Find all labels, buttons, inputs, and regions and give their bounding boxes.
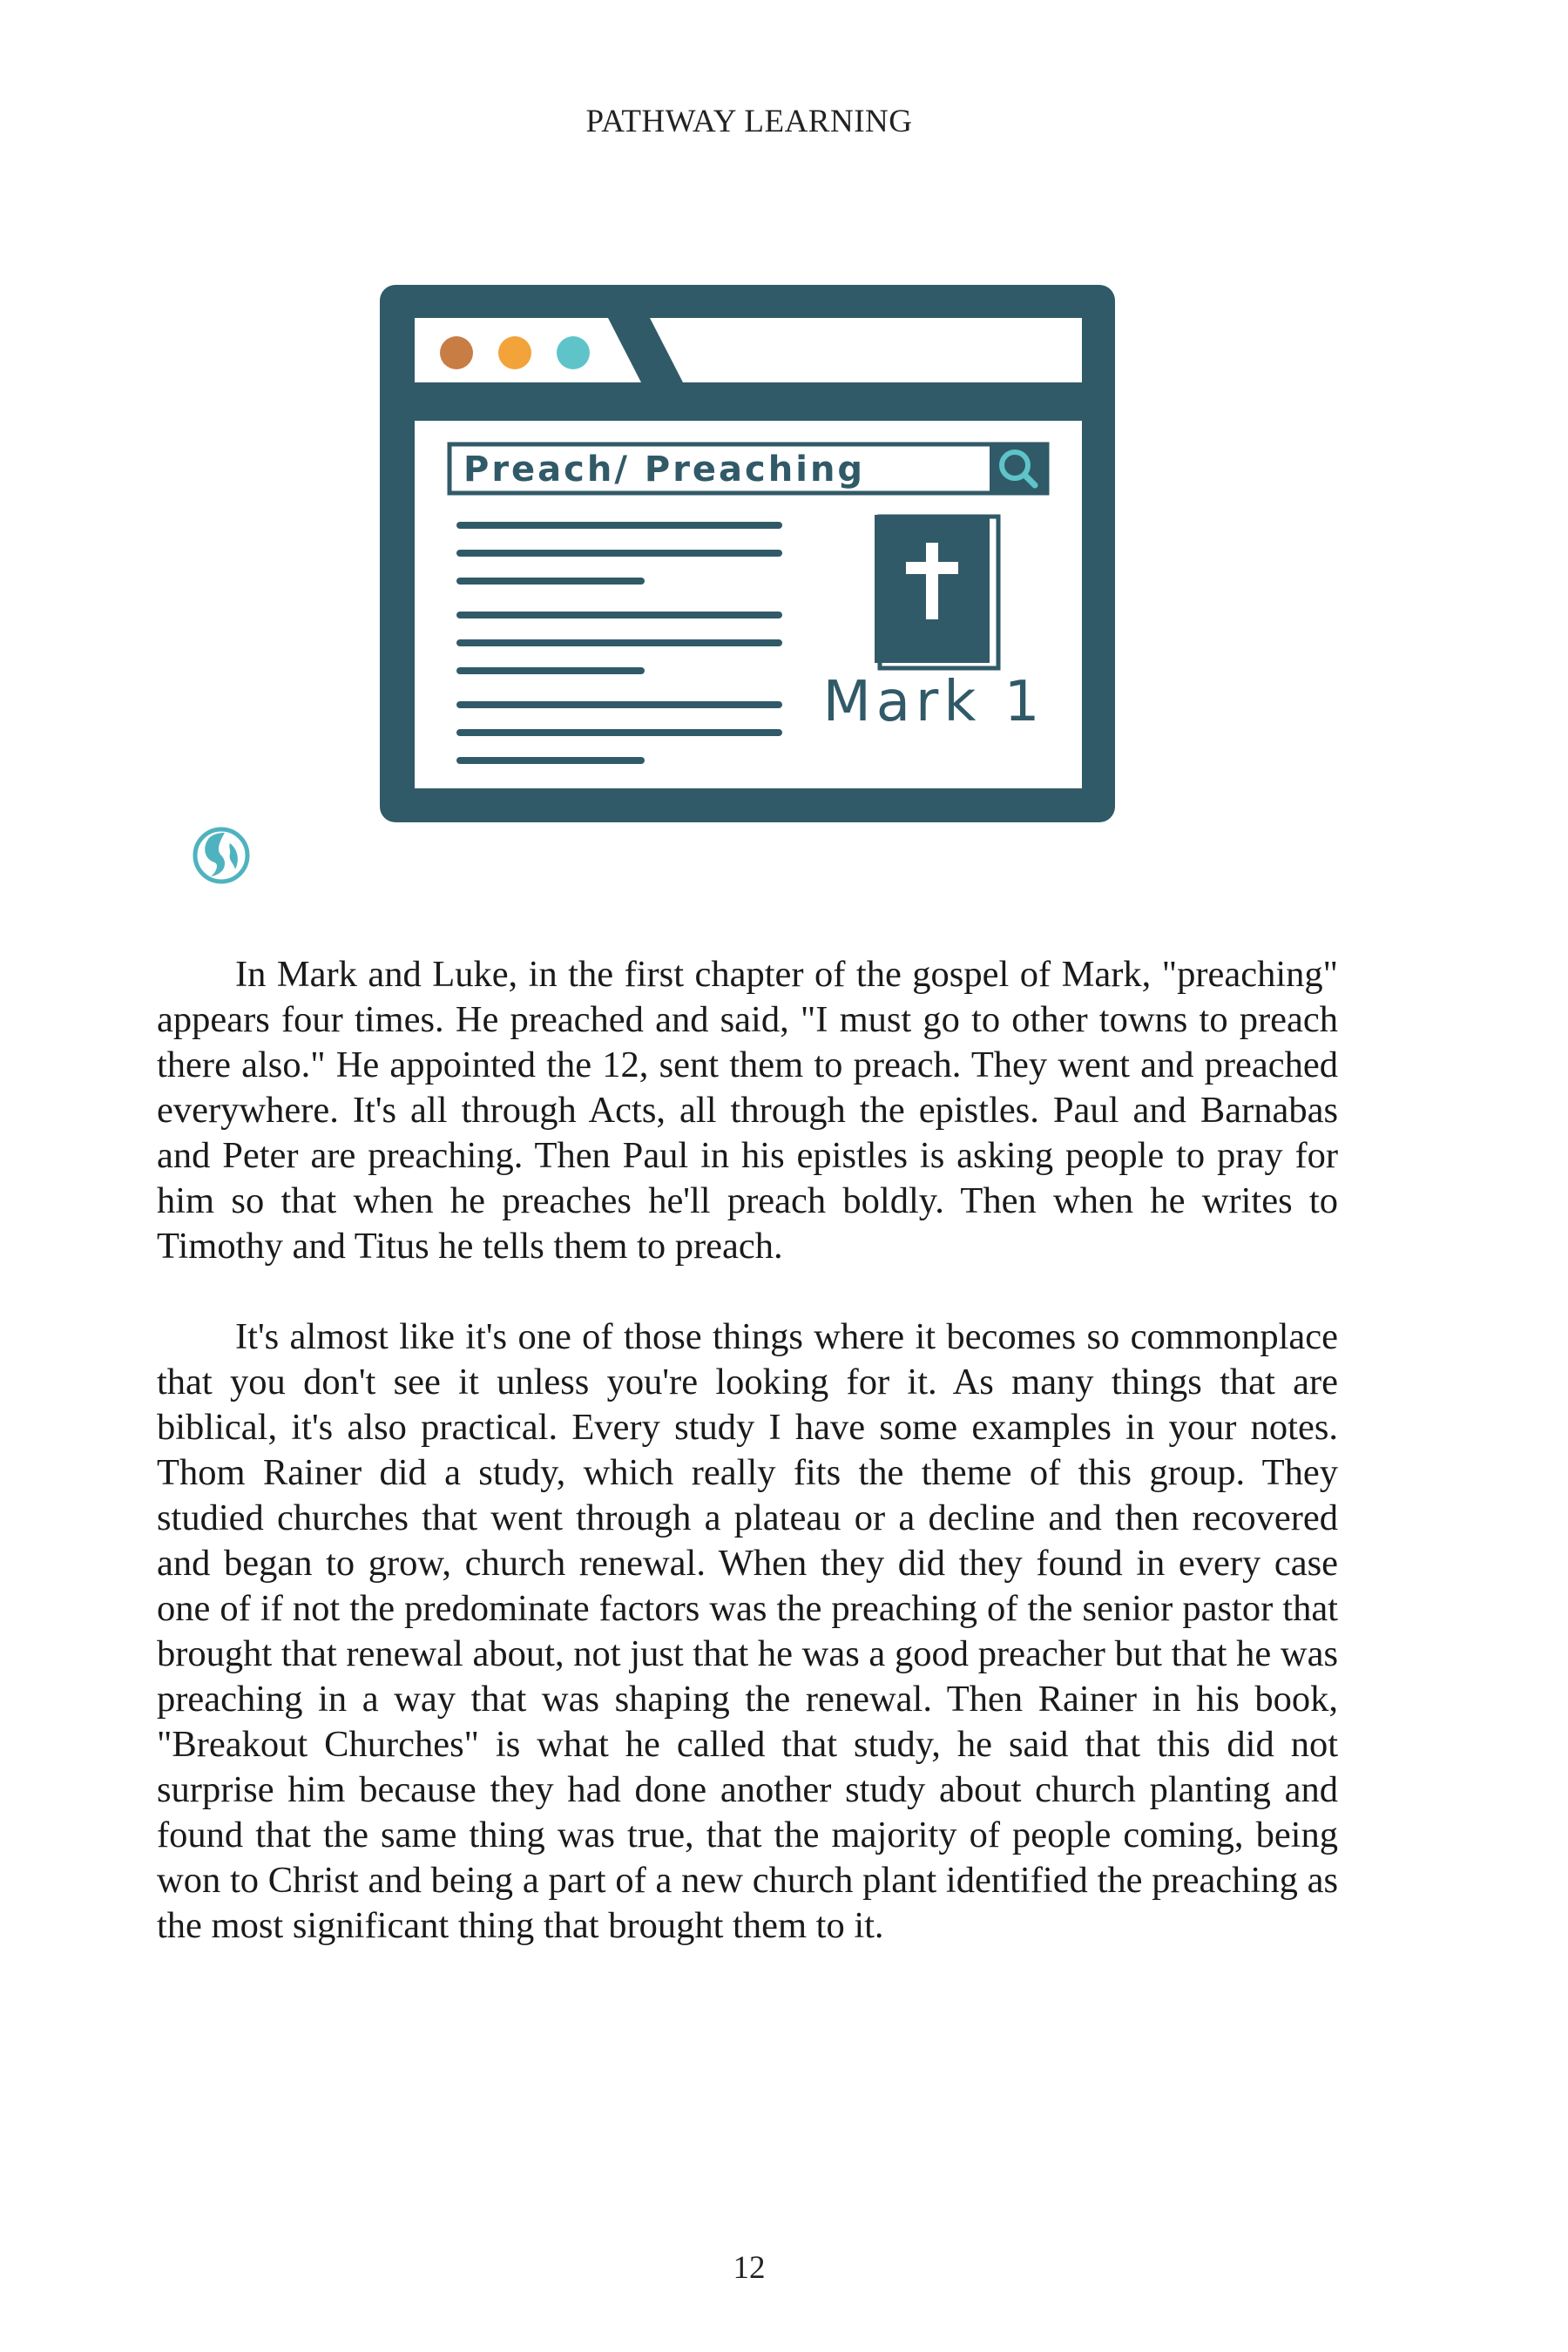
browser-illustration: [380, 285, 1115, 822]
paragraph-1: In Mark and Luke, in the first chapter of the gospel of Mark, "preaching" appears four times. He preached and said, "I must go to other towns to preach there also." He appointed the 12, sent them to preach. They went and preached everywhere. It's all through Acts, all through the epistles. Paul and Barnabas and Peter are preaching. Then Paul in his epistles is asking people to pray for him so that when he preaches he'll preach boldly. Then when he writes to Timothy and Titus he tells them to preach.: [157, 954, 1338, 1267]
address-bar: [650, 318, 1082, 382]
window-dot-2: [498, 336, 531, 369]
book-label: Mark 1: [822, 670, 1045, 734]
bible-icon: [875, 515, 998, 668]
search-bar: [449, 444, 1047, 493]
paragraph-2: It's almost like it's one of those things where it becomes so commonplace that you don't see it unless you're looking for it. As many things that are biblical, it's also practical. Every study I have some examples in your notes. Thom Rainer did a study, which really fits the theme of this group. They studied churches that went through a plateau or a decline and then recovered and began to grow, church renewal. When they did they found in every case one of if not the predominate factors was the preaching of the senior pastor that brought that renewal about, not just that he was a good preacher but that he was preaching in a way that was shaping the renewal. Then Rainer in his book, "Breakout Churches" is what he called that study, he said that this did not surprise him because they had done another study about church planting and found that the same thing was true, that the majority of people coming, being won to Christ and being a part of a new church plant identified the preaching as the most significant thing that brought them to it.: [157, 1316, 1338, 1946]
globe-icon: [190, 824, 253, 887]
body-text: [157, 952, 1338, 1949]
window-dot-3: [557, 336, 590, 369]
running-header: PATHWAY LEARNING: [585, 104, 913, 139]
search-query-text: Preach/ Preaching: [463, 449, 866, 490]
page-number: 12: [733, 2250, 766, 2286]
window-dot-1: [440, 336, 473, 369]
